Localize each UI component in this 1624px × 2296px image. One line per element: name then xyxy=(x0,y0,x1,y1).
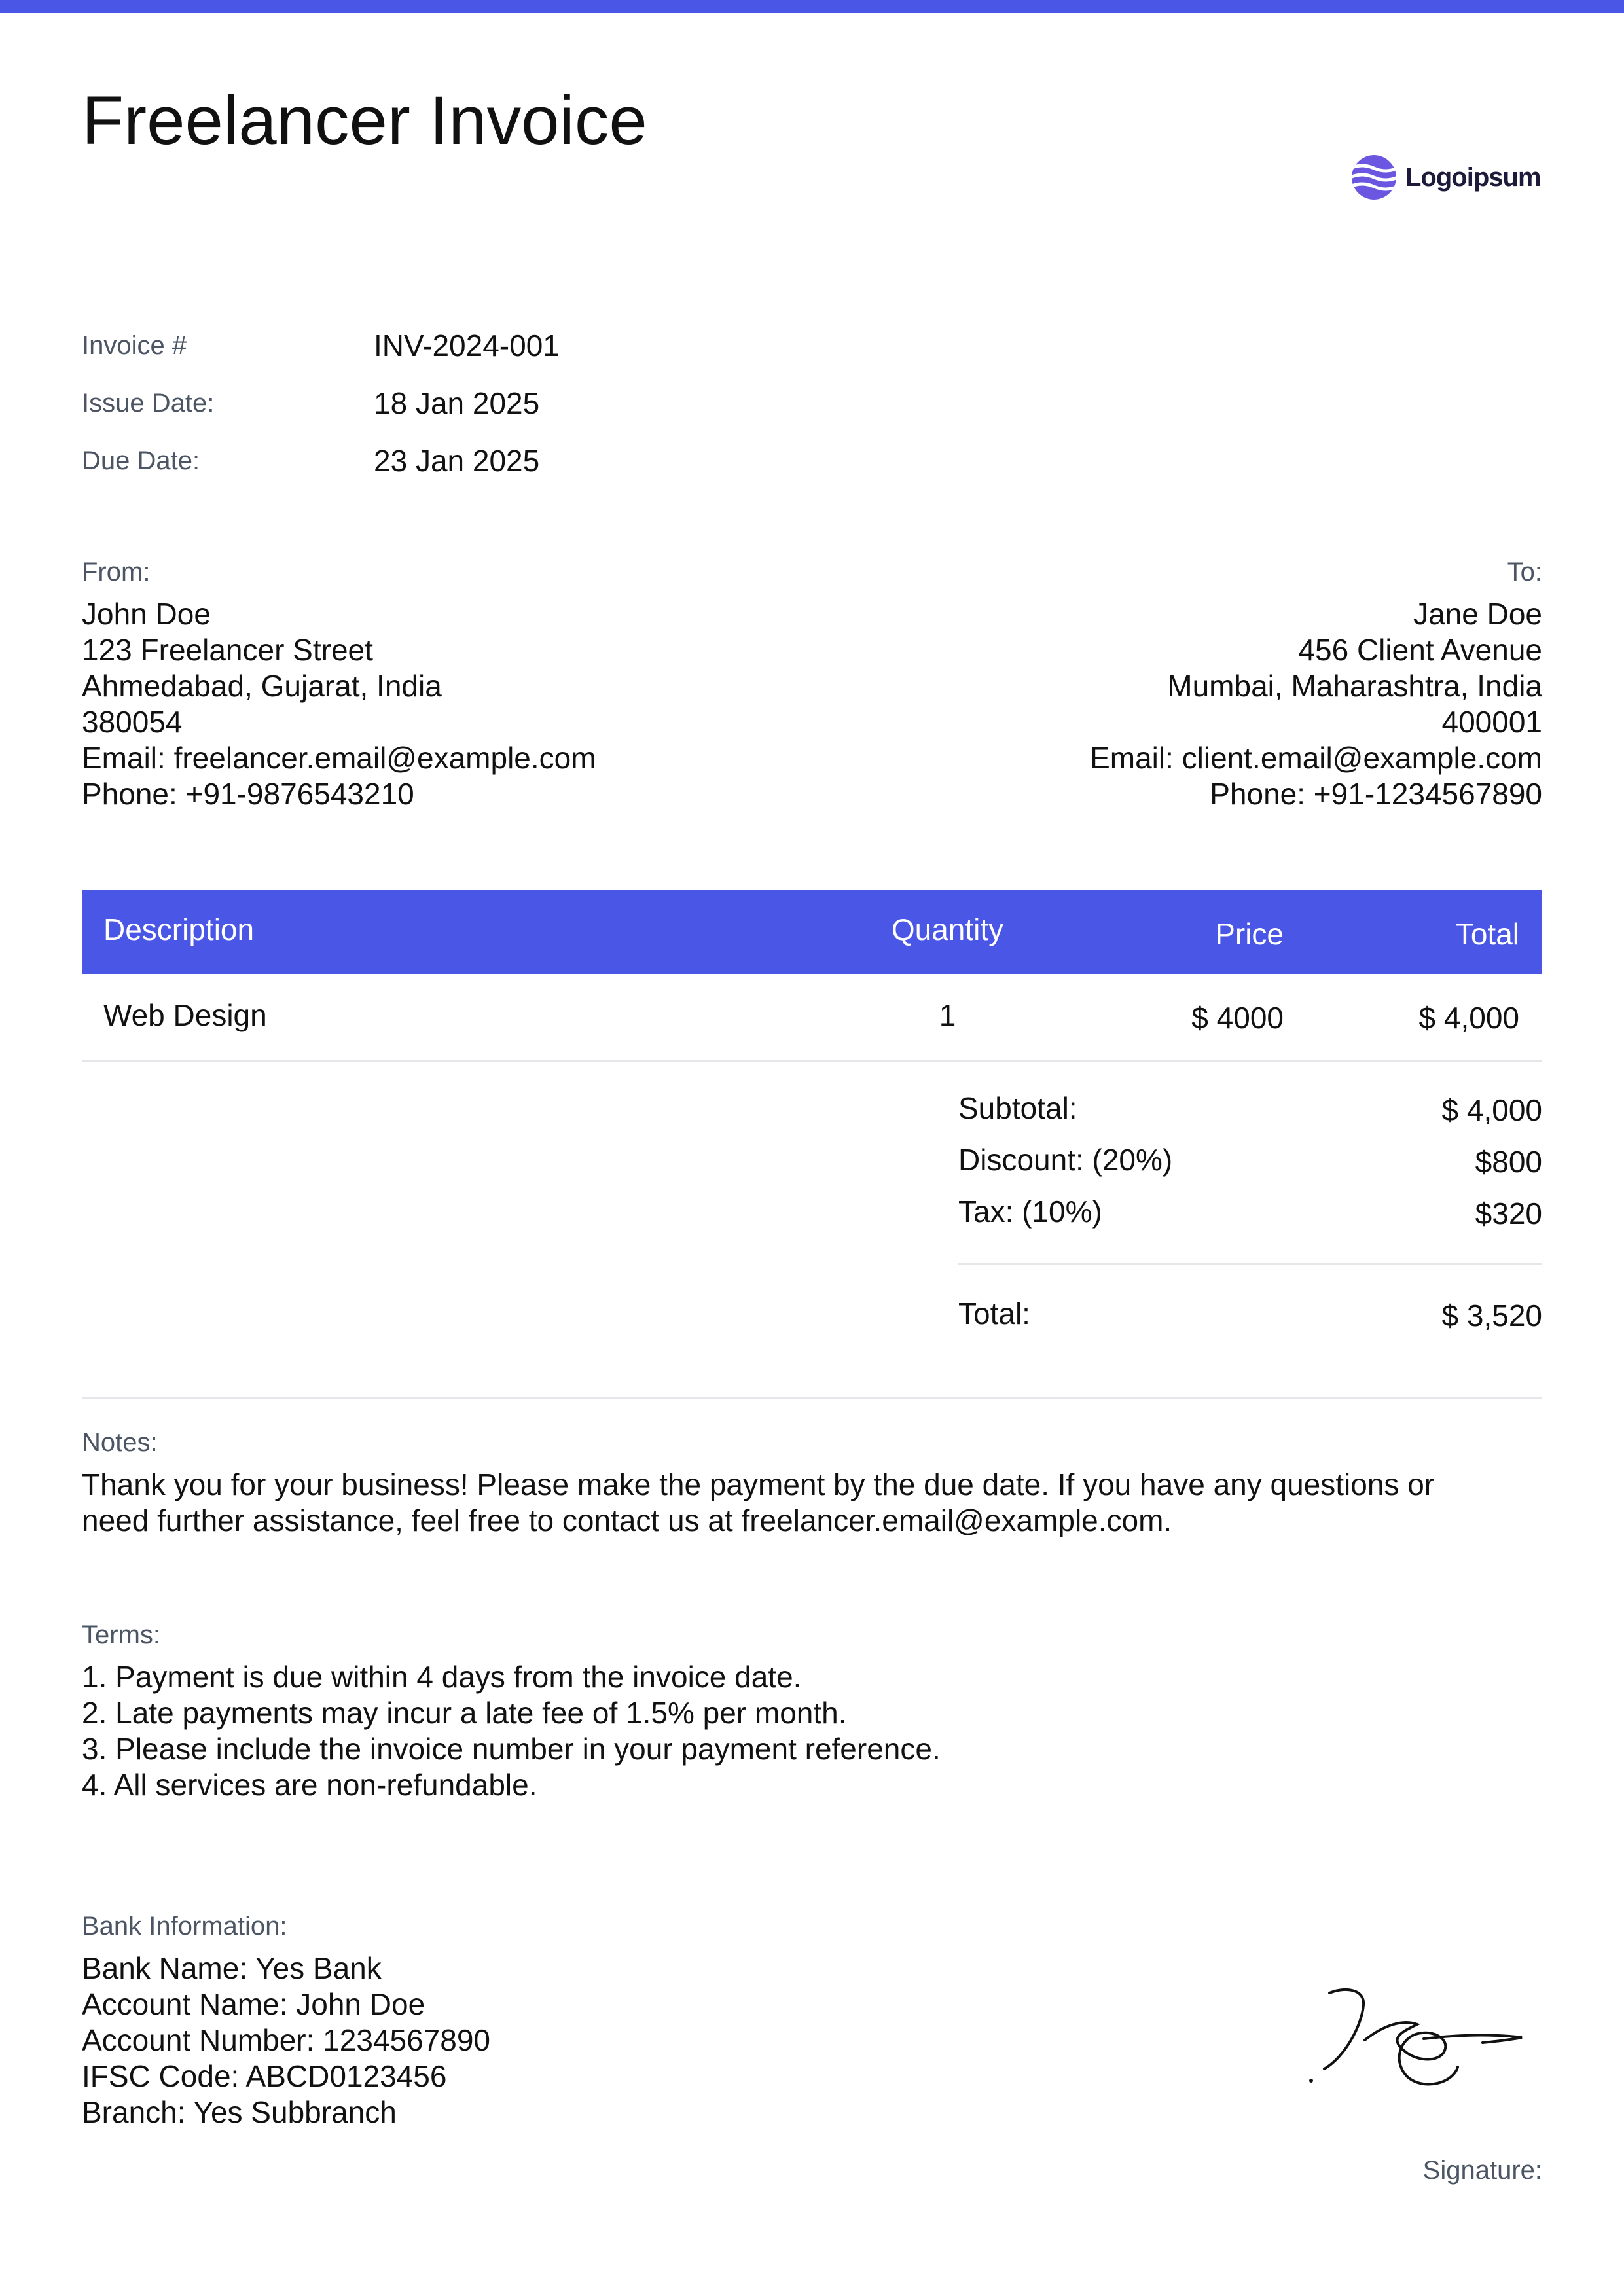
item-total: $ 4,000 xyxy=(1418,1001,1519,1035)
to-email: Email: client.email@example.com xyxy=(1090,741,1542,775)
notes-label: Notes: xyxy=(82,1428,158,1457)
logo-mark-icon xyxy=(1350,154,1398,201)
table-header xyxy=(82,890,1542,974)
meta-label: Due Date: xyxy=(82,446,200,475)
from-label: From: xyxy=(82,558,151,586)
meta-label: Invoice # xyxy=(82,331,187,360)
to-name: Jane Doe xyxy=(1413,597,1542,631)
from-city: Ahmedabad, Gujarat, India xyxy=(82,669,442,703)
from-email: Email: freelancer.email@example.com xyxy=(82,741,596,775)
terms-item: 2. Late payments may incur a late fee of 1.5% per month. xyxy=(82,1696,847,1730)
line-items-table xyxy=(82,890,1542,1062)
terms-label: Terms: xyxy=(82,1621,160,1649)
column-header-total: Total xyxy=(1455,917,1519,951)
bank-info-section xyxy=(82,1906,490,2130)
discount-row xyxy=(958,1135,1542,1187)
tax-label: Tax: (10%) xyxy=(958,1194,1102,1229)
grand-total-row xyxy=(958,1289,1542,1341)
column-header-quantity: Quantity xyxy=(891,912,1004,946)
to-phone: Phone: +91-1234567890 xyxy=(1210,777,1542,811)
total-value: $ 3,520 xyxy=(1441,1299,1542,1333)
item-description: Web Design xyxy=(103,998,267,1032)
tax-row xyxy=(958,1187,1542,1238)
branch: Branch: Yes Subbranch xyxy=(82,2095,397,2129)
company-logo xyxy=(1350,154,1541,201)
to-city: Mumbai, Maharashtra, India xyxy=(1167,669,1542,703)
notes-text: Thank you for your business! Please make the payment by the due date. If you have any questions or xyxy=(82,1467,1435,1501)
section-divider xyxy=(82,1397,1542,1399)
item-quantity: 1 xyxy=(939,998,956,1032)
signature-label: Signature: xyxy=(1422,2156,1542,2185)
from-phone: Phone: +91-9876543210 xyxy=(82,777,414,811)
column-header-description: Description xyxy=(103,912,255,946)
to-postcode: 400001 xyxy=(1441,705,1542,739)
ifsc-code: IFSC Code: ABCD0123456 xyxy=(82,2059,447,2093)
invoice-title: Freelancer Invoice xyxy=(82,82,647,159)
to-label: To: xyxy=(1507,558,1542,586)
column-header-price: Price xyxy=(1215,917,1284,951)
notes-text: need further assistance, feel free to contact us at freelancer.email@example.com. xyxy=(82,1503,1172,1537)
table-row xyxy=(82,974,1542,1062)
to-address xyxy=(1090,552,1542,812)
logo-text: Logoipsum xyxy=(1405,162,1541,192)
subtotal-label: Subtotal: xyxy=(958,1091,1077,1125)
top-accent-bar xyxy=(0,0,1624,13)
terms-item: 1. Payment is due within 4 days from the invoice date. xyxy=(82,1660,802,1694)
meta-label: Issue Date: xyxy=(82,389,215,418)
summary-divider xyxy=(958,1263,1542,1265)
account-number: Account Number: 1234567890 xyxy=(82,2023,490,2057)
discount-value: $800 xyxy=(1475,1145,1542,1179)
terms-item: 3. Please include the invoice number in your payment reference. xyxy=(82,1732,941,1766)
terms-section xyxy=(82,1615,941,1803)
bank-name: Bank Name: Yes Bank xyxy=(82,1951,382,1985)
totals-summary xyxy=(958,1083,1542,1341)
notes-section xyxy=(82,1422,1434,1539)
handwritten-signature xyxy=(1306,1985,1528,2096)
from-address xyxy=(82,552,596,812)
subtotal-value: $ 4,000 xyxy=(1441,1093,1542,1127)
account-name: Account Name: John Doe xyxy=(82,1987,425,2021)
total-label: Total: xyxy=(958,1297,1030,1331)
from-postcode: 380054 xyxy=(82,705,183,739)
from-name: John Doe xyxy=(82,597,211,631)
bank-info-label: Bank Information: xyxy=(82,1912,287,1941)
due-date: 23 Jan 2025 xyxy=(374,444,540,478)
item-price: $ 4000 xyxy=(1191,1001,1284,1035)
issue-date: 18 Jan 2025 xyxy=(374,386,540,420)
discount-label: Discount: (20%) xyxy=(958,1143,1173,1177)
invoice-number: INV-2024-001 xyxy=(374,329,560,363)
tax-value: $320 xyxy=(1475,1196,1542,1230)
subtotal-row xyxy=(958,1083,1542,1135)
terms-item: 4. All services are non-refundable. xyxy=(82,1768,537,1802)
from-street: 123 Freelancer Street xyxy=(82,633,373,667)
to-street: 456 Client Avenue xyxy=(1298,633,1542,667)
